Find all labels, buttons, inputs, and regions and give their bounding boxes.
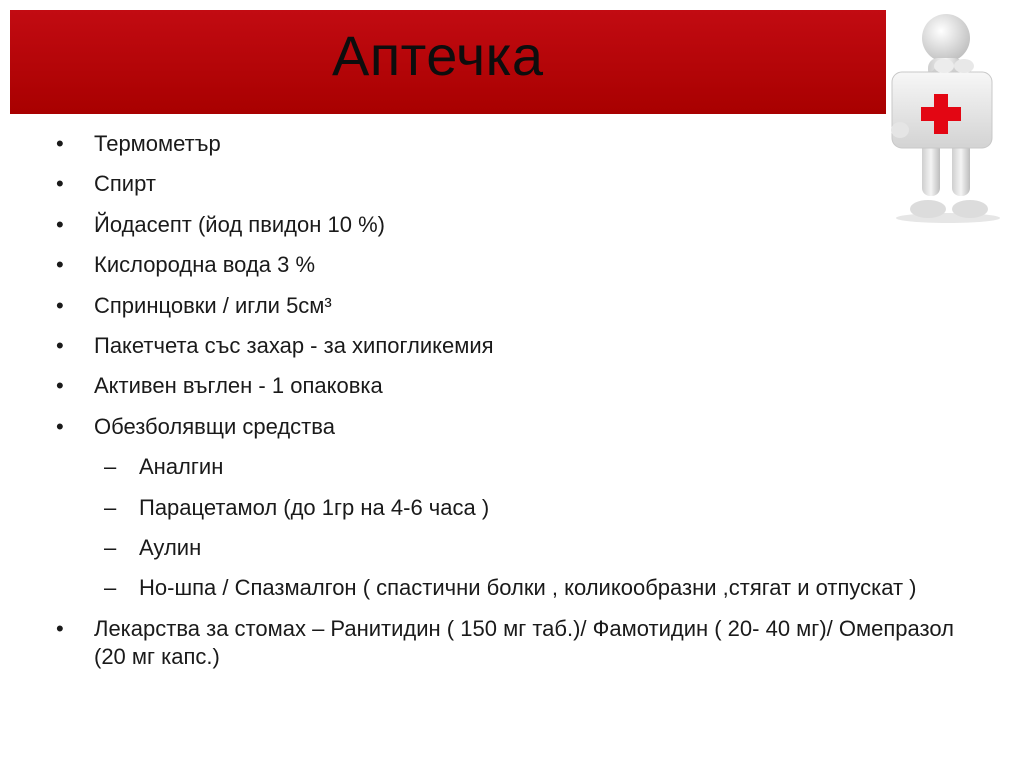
- bullet-icon: •: [56, 373, 64, 399]
- bullet-icon: •: [56, 413, 64, 439]
- page-title: Аптечка: [332, 24, 544, 87]
- sub-list-item-text: Парацетамол (до 1гр на 4-6 часа ): [139, 494, 490, 520]
- sub-list-item-text: Аулин: [139, 534, 202, 560]
- bullet-icon: •: [56, 252, 64, 278]
- sub-list-item-text: Но-шпа / Спазмалгон ( спастични болки , коликообразни ,стягат и отпускат ): [139, 575, 917, 601]
- list-item-text: Спринцовки / игли 5см³: [94, 292, 332, 318]
- list-item-text: Спирт: [94, 171, 156, 197]
- bullet-icon: •: [56, 332, 64, 358]
- dash-bullet-icon: –: [104, 534, 117, 560]
- list-item-text: Лекарства за стомах – Ранитидин ( 150 мг таб.)/ Фамотидин ( 20- 40 мг)/ Омепразол (20 мг капс.): [94, 615, 954, 670]
- list-item-text: Активен въглен - 1 опаковка: [94, 373, 383, 399]
- sub-list-item: [94, 453, 982, 482]
- bullet-list: [52, 130, 982, 672]
- list-item: [52, 292, 982, 321]
- list-item-text: Кислородна вода 3 %: [94, 252, 316, 278]
- list-item: [52, 332, 982, 361]
- sub-bullet-list: [94, 453, 982, 603]
- list-item: [52, 211, 982, 240]
- list-item: [52, 170, 982, 199]
- list-item: [52, 413, 982, 603]
- sub-list-item-text: Аналгин: [139, 454, 224, 480]
- bullet-icon: •: [56, 615, 64, 641]
- list-item-text: Термометър: [94, 131, 221, 156]
- bullet-icon: •: [56, 131, 64, 156]
- dash-bullet-icon: –: [104, 575, 117, 601]
- bullet-icon: •: [56, 211, 64, 237]
- list-item: [52, 615, 982, 672]
- slide-content: [52, 130, 982, 684]
- bullet-icon: •: [56, 171, 64, 197]
- dash-bullet-icon: –: [104, 494, 117, 520]
- list-item: [52, 372, 982, 401]
- list-item: [52, 251, 982, 280]
- dash-bullet-icon: –: [104, 454, 117, 480]
- list-item-text: Пакетчета със захар - за хипогликемия: [94, 332, 494, 358]
- sub-list-item: [94, 534, 982, 563]
- sub-list-item: [94, 574, 982, 603]
- bullet-icon: •: [56, 292, 64, 318]
- list-item-text: Обезболявщи средства: [94, 413, 335, 439]
- list-item: [52, 130, 982, 159]
- list-item-text: Йодасепт (йод пвидон 10 %): [94, 211, 385, 237]
- sub-list-item: [94, 494, 982, 523]
